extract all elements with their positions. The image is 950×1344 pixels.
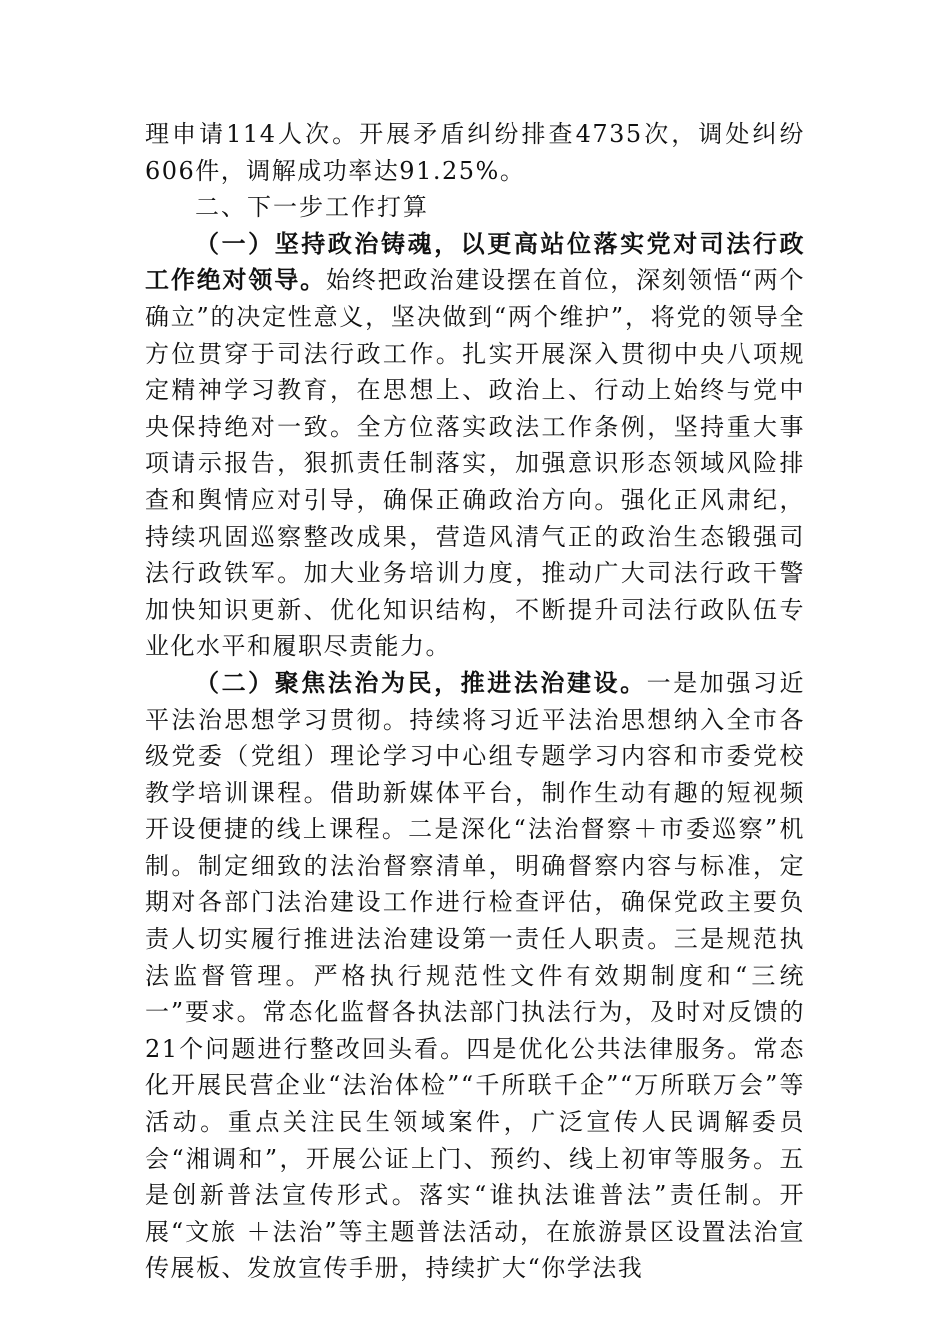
section-heading: 二、下一步工作打算	[195, 193, 429, 222]
item-1-body: 始终把政治建设摆在首位，深刻领悟“两个确立”的决定性意义，坚决做到“两个维护”，将党的领导全方位贯穿于司法行政工作。扎实开展深入贯彻中央八项规定精神学习教育，在思想上、政治上、行动上始终与党中央保持绝对一致。全方位落实政法工作条例，坚持重大事项请示报告，狠抓责任制落实，加强意识形态领域风险排查和舆情应对引导，确保正确政治方向。强化正风肃纪，持续巩固巡察整改成果，营造风清气正的政治生态锻强司法行政铁军。加大业务培训力度，推动广大司法行政干警加快知识更新、优化知识结构，不断提升司法行政队伍专业化水平和履职尽责能力。	[145, 266, 805, 661]
item-1-paragraph	[145, 226, 805, 665]
item-2-lead: （二）聚焦法治为民，推进法治建设。	[195, 667, 647, 697]
item-2-body: 一是加强习近平法治思想学习贯彻。持续将习近平法治思想纳入全市各级党委（党组）理论学习中心组专题学习内容和市委党校教学培训课程。借助新媒体平台，制作生动有趣的短视频开设便捷的线上课程。二是深化“法治督察＋市委巡察”机制。制定细致的法治督察清单，明确督察内容与标准，定期对各部门法治建设工作进行检查评估，确保党政主要负责人切实履行推进法治建设第一责任人职责。三是规范执法监督管理。严格执行规范性文件有效期制度和“三统一”要求。常态化监督各执法部门执法行为，及时对反馈的21个问题进行整改回头看。四是优化公共法律服务。常态化开展民营企业“法治体检”“千所联千企”“万所联万会”等活动。重点关注民生领域案件，广泛宣传人民调解委员会“湘调和”，开展公证上门、预约、线上初审等服务。五是创新普法宣传形式。落实“谁执法谁普法”责任制。开展“文旅 ＋法治”等主题普法活动，在旅游景区设置法治宣传展板、发放宣传手册，持续扩大“你学法我	[145, 668, 806, 1283]
document-page	[145, 116, 805, 1287]
continued-paragraph: 理申请114人次。开展矛盾纠纷排查4735次，调处纠纷606件，调解成功率达91.25%。	[145, 120, 805, 185]
item-1-lead: （一）坚持政治铸魂，以更高站位落实党对司法行政工作绝对领导。	[145, 228, 805, 295]
item-2-paragraph	[145, 665, 805, 1287]
